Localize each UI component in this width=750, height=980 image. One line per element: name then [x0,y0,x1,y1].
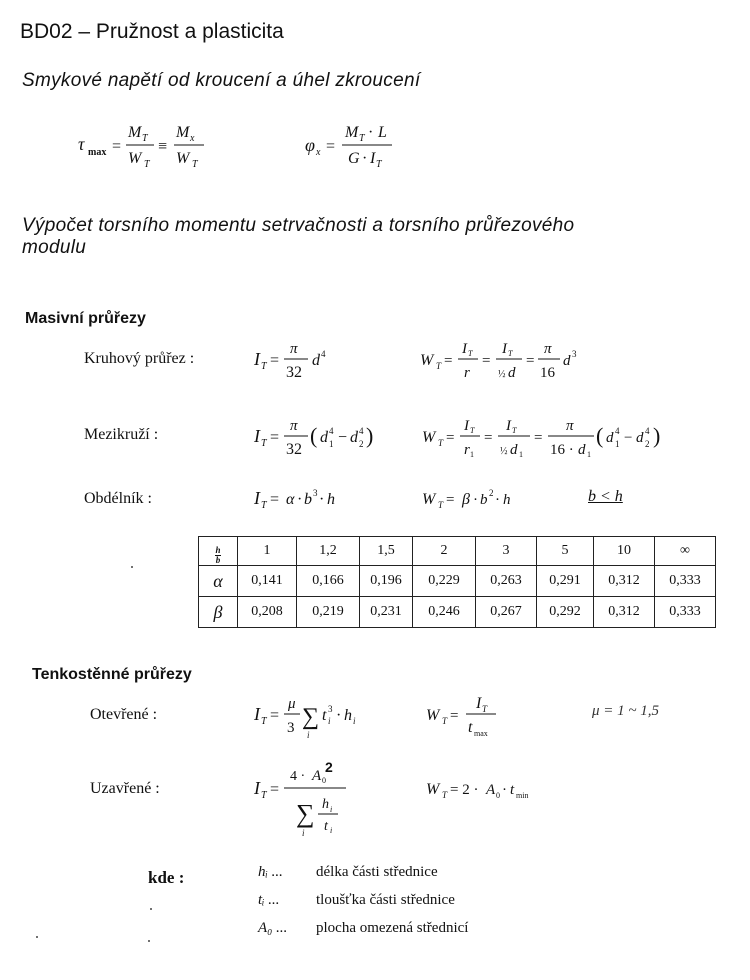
svg-text:β: β [462,491,470,508]
svg-text:4: 4 [645,426,650,436]
svg-text:t: t [468,719,473,736]
svg-text:·: · [362,150,368,167]
svg-text:·: · [336,707,342,724]
rect-condition: b < h [588,488,623,505]
svg-text:=: = [484,430,493,446]
svg-text:−: − [338,429,348,446]
svg-text:T: T [438,438,444,448]
alpha-symbol: α [199,566,238,597]
svg-text:=: = [270,491,280,508]
svg-text:h: h [344,707,352,724]
label-circle: Kruhový průřez : [84,350,195,367]
heading-line-2: modulu [22,237,87,258]
svg-text:I: I [464,418,469,434]
svg-text:h: h [503,492,511,508]
svg-text:=: = [326,138,336,155]
subheading-massive: Masivní průřezy [25,310,146,327]
svg-text:=: = [526,353,535,369]
svg-text:A: A [312,768,322,784]
svg-text:max: max [88,147,107,158]
svg-text:M: M [345,124,359,141]
svg-text:I: I [462,341,467,357]
svg-text:=: = [270,781,280,798]
svg-text:i: i [353,716,356,726]
scan-speck [148,940,150,942]
table-cell: 0,219 [297,597,360,628]
svg-text:·: · [495,492,500,508]
svg-text:d: d [578,442,586,458]
svg-text:4: 4 [329,426,334,436]
svg-text:μ: μ [288,696,296,712]
coefficient-table [198,536,716,628]
svg-text:=: = [534,430,543,446]
formula-annulus [250,410,690,464]
svg-text:−: − [624,430,633,446]
svg-text:=: = [446,492,455,508]
svg-text:d: d [312,352,320,369]
svg-text:d: d [510,442,518,458]
svg-text:T: T [438,500,444,510]
svg-text:π: π [566,418,574,434]
svg-text:T: T [468,349,473,358]
svg-text:h: h [327,491,335,508]
svg-text:W: W [128,150,142,167]
svg-text:t: t [324,819,328,834]
svg-text:=: = [482,353,491,369]
label-closed: Uzavřené : [90,780,160,797]
table-cell: ∞ [655,537,716,566]
table-cell: 5 [537,537,594,566]
page-title: BD02 – Pružnost a plasticita [20,20,284,43]
svg-text:=: = [446,430,455,446]
table-cell: 0,267 [476,597,537,628]
svg-text:i: i [330,805,333,814]
svg-text:d: d [508,365,516,381]
legend-text-h: délka části střednice [316,864,438,880]
svg-text:I: I [506,418,511,434]
svg-text:T: T [482,704,488,714]
svg-text:W: W [422,429,436,446]
legend-kde: kde : [148,868,185,887]
svg-text:r: r [464,442,470,458]
svg-text:=: = [112,138,122,155]
svg-text:1: 1 [470,450,474,459]
svg-text:2: 2 [325,759,333,775]
formula-open [250,686,510,746]
svg-text:d: d [636,430,644,446]
svg-text:1: 1 [587,450,591,459]
svg-text:∑: ∑ [302,704,320,730]
svg-text:h: h [322,797,329,812]
svg-text:b: b [480,492,488,508]
svg-text:i: i [302,828,305,838]
svg-text:T: T [436,361,442,371]
svg-text:16 ·: 16 · [550,442,574,458]
label-rectangle: Obdélník : [84,490,152,507]
svg-text:3: 3 [313,488,318,498]
svg-text:=: = [270,707,280,724]
svg-text:M: M [176,124,190,141]
formula-shear-stress [70,115,430,175]
table-cell: 0,312 [594,566,655,597]
svg-text:2: 2 [645,439,650,449]
legend-symbol-a: A₀ ... [258,920,288,936]
table-cell: 0,196 [360,566,413,597]
section-heading-torsion [22,215,574,259]
svg-text:(: ( [596,423,604,448]
table-row-ratio [199,537,716,566]
svg-text:I: I [254,704,260,724]
svg-text:x: x [316,147,321,158]
svg-text:t: t [510,782,515,798]
svg-text:0: 0 [496,791,500,800]
svg-text:≡: ≡ [158,138,168,155]
svg-text:=: = [444,353,453,369]
label-annulus: Mezikruží : [84,426,159,443]
svg-text:4: 4 [615,426,620,436]
svg-text:=: = [450,708,459,724]
formula-closed [250,752,570,842]
table-cell: 0,312 [594,597,655,628]
svg-text:φ: φ [305,135,315,155]
svg-text:W: W [420,352,434,369]
svg-text:T: T [261,361,267,372]
table-cell: 2 [413,537,476,566]
svg-text:·: · [473,492,478,508]
svg-text:∑: ∑ [296,799,315,828]
svg-text:i: i [330,826,333,835]
svg-text:T: T [442,716,448,726]
svg-text:32: 32 [286,364,302,381]
table-cell: 3 [476,537,537,566]
svg-text:1: 1 [329,439,334,449]
svg-text:3: 3 [328,704,333,714]
svg-text:T: T [142,133,148,144]
svg-text:32: 32 [286,441,302,458]
svg-text:I: I [254,488,260,508]
scan-speck [36,936,38,938]
table-cell: 0,229 [413,566,476,597]
svg-text:½: ½ [498,369,506,380]
svg-text:M: M [128,124,142,141]
heading-line-1: Výpočet torsního momentu setrvačnosti a torsního průřezového [22,215,575,236]
svg-text:½: ½ [500,446,508,457]
section-heading-shear-stress: Smykové napětí od kroucení a úhel zkroucení [22,70,421,91]
svg-text:): ) [653,423,661,448]
svg-text:G: G [348,150,360,167]
legend-text-t: tloušťka části střednice [316,892,455,908]
table-row-beta [199,597,716,628]
label-open: Otevřené : [90,706,158,723]
svg-text:W: W [422,491,436,508]
svg-text:1: 1 [519,450,523,459]
svg-text:2: 2 [359,439,364,449]
svg-text:r: r [464,365,470,381]
table-cell: 0,208 [238,597,297,628]
svg-text:A: A [486,782,496,798]
svg-text:4: 4 [321,349,326,359]
svg-text:T: T [261,500,267,511]
table-cell: 0,246 [413,597,476,628]
svg-text:max: max [474,729,488,738]
svg-text:·: · [319,491,325,508]
svg-text:T: T [376,159,382,170]
table-cell: 1 [238,537,297,566]
legend-symbol-h: hᵢ ... [258,864,283,880]
svg-text:W: W [426,781,440,798]
table-cell: 0,263 [476,566,537,597]
table-cell: 0,231 [360,597,413,628]
svg-text:T: T [512,426,517,435]
beta-symbol: β [199,597,238,628]
svg-text:π: π [290,418,298,434]
svg-text:x: x [190,133,195,144]
table-cell: 0,291 [537,566,594,597]
legend-symbol-t: tᵢ ... [258,892,280,908]
svg-text:i: i [328,716,331,726]
svg-text:= 2 ·: = 2 · [450,782,479,798]
legend-text-a: plocha omezená střednicí [316,920,469,936]
table-cell: 1,2 [297,537,360,566]
svg-text:3: 3 [287,720,295,736]
svg-text:T: T [192,159,198,170]
svg-text:W: W [426,707,440,724]
svg-text:T: T [144,159,150,170]
svg-text:b: b [304,491,312,508]
mu-range: μ = 1 ~ 1,5 [592,703,660,719]
table-cell: 0,141 [238,566,297,597]
svg-text:0: 0 [322,776,326,785]
svg-text:T: T [442,790,448,800]
svg-text:1: 1 [615,439,620,449]
svg-text:I: I [476,695,482,712]
svg-text:T: T [261,790,267,801]
svg-text:α: α [286,491,295,508]
subheading-thin-walled: Tenkostěnné průřezy [32,666,192,683]
svg-text:2: 2 [489,488,494,498]
svg-text:·: · [297,491,303,508]
svg-text:·: · [502,782,507,798]
table-row-alpha [199,566,716,597]
svg-text:I: I [370,150,376,167]
svg-text:=: = [270,352,280,369]
svg-text:T: T [359,133,365,144]
svg-text:L: L [378,124,387,141]
svg-text:(: ( [310,423,318,448]
svg-text:=: = [270,429,280,446]
svg-text:π: π [290,341,298,357]
scan-speck [150,908,152,910]
svg-text:T: T [508,349,513,358]
table-cell: 10 [594,537,655,566]
svg-text:I: I [254,426,260,446]
svg-text:I: I [502,341,507,357]
table-cell: 1,5 [360,537,413,566]
table-cell: 0,292 [537,597,594,628]
table-cell: 0,166 [297,566,360,597]
svg-text:d: d [563,353,571,369]
svg-text:τ: τ [78,134,85,154]
svg-text:·: · [368,124,374,141]
svg-text:i: i [307,730,310,740]
ratio-header: $\frac{h}{b}$ [199,537,238,566]
svg-text:): ) [366,423,374,448]
formula-circle [250,335,630,385]
svg-text:I: I [254,778,260,798]
svg-text:I: I [254,349,260,369]
svg-text:π: π [544,341,552,357]
svg-text:T: T [470,426,475,435]
svg-text:4: 4 [359,426,364,436]
svg-text:t: t [322,707,327,724]
svg-text:T: T [261,438,267,449]
scan-speck [131,566,133,568]
table-cell: 0,333 [655,566,716,597]
svg-text:d: d [320,429,328,446]
svg-text:4 ·: 4 · [290,769,306,784]
svg-text:T: T [261,716,267,727]
table-cell: 0,333 [655,597,716,628]
svg-text:3: 3 [572,349,577,359]
svg-text:min: min [516,791,529,800]
svg-text:d: d [606,430,614,446]
svg-text:W: W [176,150,190,167]
svg-text:d: d [350,429,358,446]
svg-text:16: 16 [540,365,555,381]
